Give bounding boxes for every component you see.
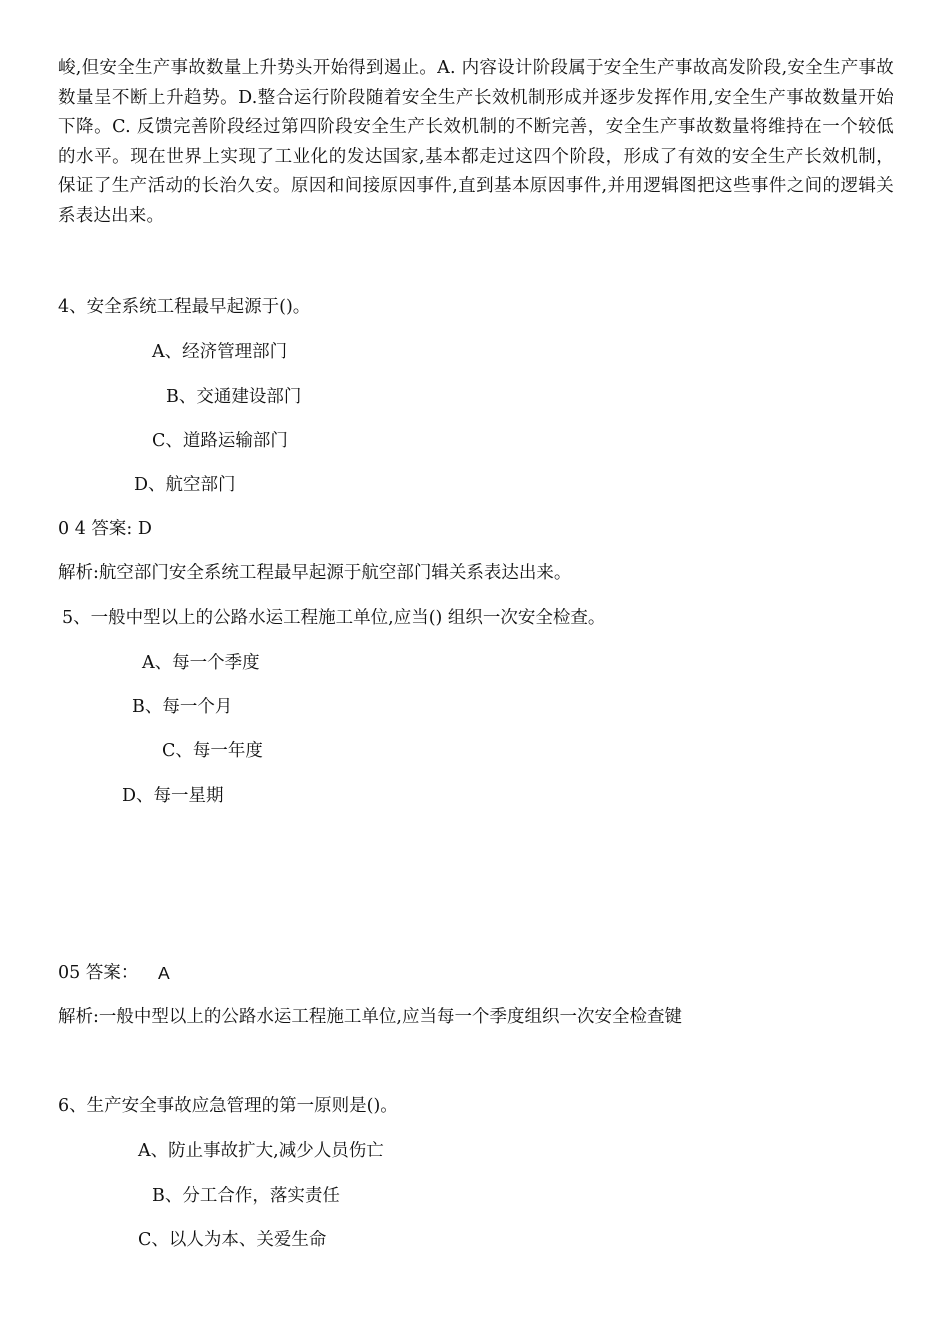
q4-answer: 0 4 答案: D bbox=[58, 519, 152, 539]
q4-option-c: C、道路运输部门 bbox=[152, 431, 288, 451]
q5-option-a: A、每一个季度 bbox=[142, 653, 260, 673]
q4-option-b: B、交通建设部门 bbox=[166, 387, 302, 407]
q4-option-d: D、航空部门 bbox=[134, 475, 236, 495]
q5-option-c: C、每一年度 bbox=[162, 741, 263, 761]
q6-option-a: A、防止事故扩大,减少人员伤亡 bbox=[138, 1141, 384, 1161]
q6-option-b: B、分工合作，落实责任 bbox=[152, 1186, 340, 1206]
q4-option-a: A、经济管理部门 bbox=[152, 342, 288, 362]
question-6: 6、生产安全事故应急管理的第一原则是()。 bbox=[58, 1096, 398, 1116]
q5-analysis: 解析:一般中型以上的公路水运工程施工单位,应当每一个季度组织一次安全检查键 bbox=[58, 1007, 682, 1027]
q4-analysis: 解析:航空部门安全系统工程最早起源于航空部门辑关系表达出来。 bbox=[58, 563, 572, 583]
q6-option-c: C、以人为本、关爱生命 bbox=[138, 1230, 327, 1250]
q5-option-d: D、每一星期 bbox=[122, 786, 224, 806]
question-5: 5、一般中型以上的公路水运工程施工单位,应当() 组织一次安全检查。 bbox=[62, 608, 606, 628]
q5-answer-label: 05 答案： bbox=[58, 963, 139, 983]
q5-option-b: B、每一个月 bbox=[132, 697, 233, 717]
intro-paragraph: 峻,但安全生产事故数量上升势头开始得到遏止。A. 内容设计阶段属于安全生产事故高发阶段,安全生产事故数量呈不断上升趋势。D.整合运行阶段随着安全生产长效机制形成并逐步发挥作用,安全生产事故数量开始下降。C. 反馈完善阶段经过第四阶段安全生产长效机制的不断完善，安全生产事故数量将维持在一个较低的水平。现在世界上实现了工业化的发达国家,基本都走过这四个阶段，形成了有效的安全生产长效机制，保证了生产活动的长治久安。原因和间接原因事件,直到基本原因事件,并用逻辑图把这些事件之间的逻辑关系表达出来。 bbox=[58, 58, 894, 226]
question-4: 4、安全系统工程最早起源于()。 bbox=[58, 297, 311, 317]
q5-answer-value: A bbox=[158, 963, 170, 983]
